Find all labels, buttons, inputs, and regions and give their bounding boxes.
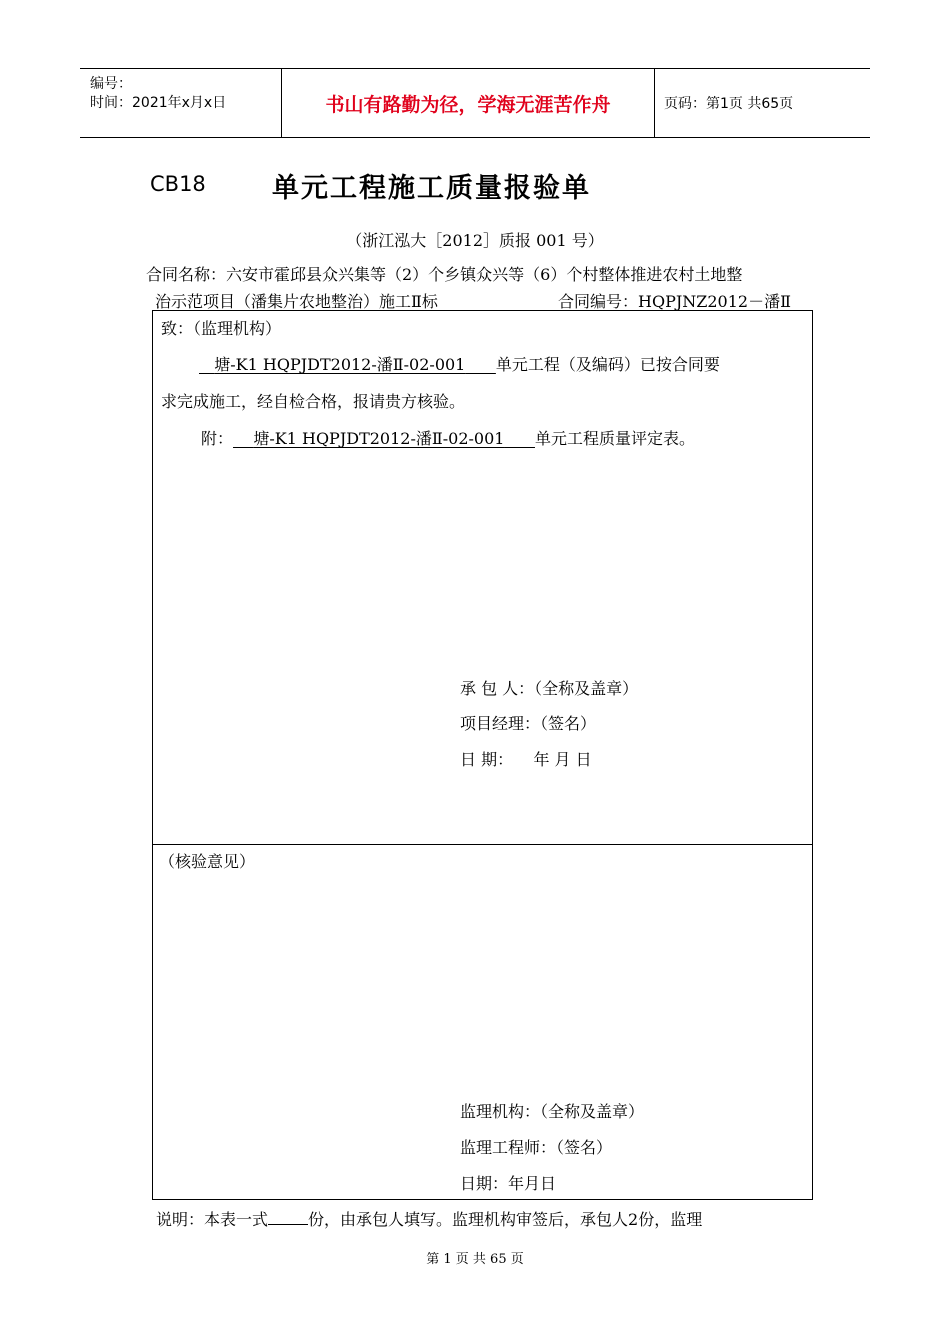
date-value: 年 月 日 (533, 750, 592, 769)
contract-name-line1: 合同名称：六安市霍邱县众兴集等（2）个乡镇众兴等（6）个村整体推进农村土地整 (146, 265, 743, 284)
declaration-suffix: 单元工程（及编码）已按合同要 (495, 355, 720, 374)
page-footer: 第 1 页 共 65 页 (426, 1252, 524, 1267)
form-subtitle: （浙江泓大［2012］质报 001 号） (346, 231, 604, 250)
header-motto: 书山有路勤为径，学海无涯苦作舟 (325, 93, 611, 116)
supervision-agency: 监理机构：（全称及盖章） (460, 1102, 645, 1121)
header-meta (90, 75, 226, 113)
note-suffix: 份，由承包人填写。监理机构审签后，承包人2份，监理 (308, 1210, 703, 1229)
review-date: 日期：年月日 (460, 1174, 557, 1193)
form-title: 单元工程施工质量报验单 (272, 173, 591, 204)
copies-blank (268, 1210, 308, 1225)
serial-label: 编号： (90, 76, 132, 92)
time-label: 时间：2021年x月x日 (90, 95, 227, 111)
note-prefix: 说明：本表一式 (156, 1210, 269, 1229)
contract-line2 (155, 289, 791, 312)
manager-signature: 项目经理：（签名） (460, 714, 597, 733)
contract-name-line2: 治示范项目（潘集片农地整治）施工Ⅱ标 (155, 292, 438, 311)
attachment-line (201, 426, 695, 449)
header-page-info: 页码：第1页 共65页 (664, 96, 794, 112)
unit-code: 塘-K1 HQPJDT2012-潘Ⅱ-02-001 (214, 355, 466, 374)
contract-number: 合同编号：HQPJNZ2012－潘Ⅱ (558, 292, 791, 311)
supervision-engineer: 监理工程师：（签名） (460, 1138, 613, 1157)
attachment-prefix: 附： (201, 429, 234, 448)
form-note (156, 1207, 702, 1230)
section-divider (153, 844, 812, 845)
declaration-line1 (199, 352, 720, 375)
report-table (152, 310, 813, 1200)
form-code: CB18 (150, 172, 206, 196)
attachment-suffix: 单元工程质量评定表。 (534, 429, 695, 448)
contractor-signature: 承 包 人：（全称及盖章） (460, 679, 639, 698)
page-header (80, 68, 870, 138)
addressee: 致：（监理机构） (161, 319, 282, 338)
date-label: 日 期： (460, 750, 514, 769)
header-divider (654, 69, 655, 137)
attachment-code: 塘-K1 HQPJDT2012-潘Ⅱ-02-001 (253, 429, 505, 448)
declaration-line2: 求完成施工，经自检合格，报请贵方核验。 (161, 392, 466, 411)
review-heading: （核验意见） (159, 852, 256, 871)
contractor-date (460, 747, 592, 770)
